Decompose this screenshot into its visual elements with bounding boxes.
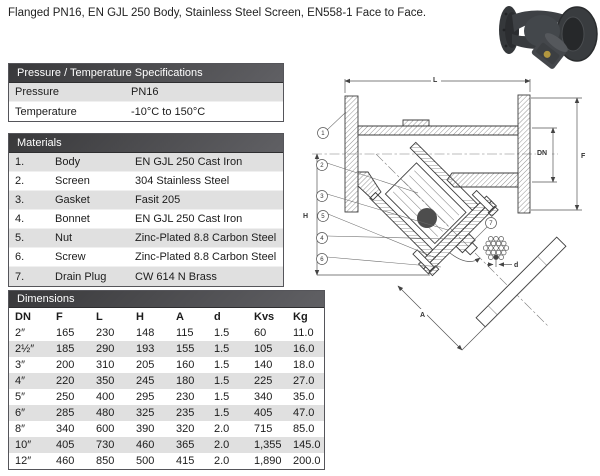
material-spec: 304 Stainless Steel xyxy=(135,175,230,187)
materials-table-title: Materials xyxy=(9,134,283,153)
col-header-a: A xyxy=(176,310,184,323)
callout-3: 3 xyxy=(320,194,324,201)
material-number: 2. xyxy=(15,175,25,187)
y-strainer-section-drawing xyxy=(300,60,600,476)
cell-l: 600 xyxy=(96,423,115,435)
cell-kg: 18.0 xyxy=(293,359,315,371)
cell-d: 2.0 xyxy=(214,423,230,435)
dimension-row xyxy=(9,389,324,405)
cell-l: 730 xyxy=(96,439,115,451)
spec-label: Temperature xyxy=(15,105,77,118)
right-flange xyxy=(518,95,530,213)
cell-kvs: 715 xyxy=(254,423,273,435)
material-part-name: Nut xyxy=(55,232,73,244)
drain-port-circle xyxy=(417,208,437,228)
cell-a: 235 xyxy=(176,407,195,419)
callout-4: 4 xyxy=(320,236,324,243)
callout-7: 7 xyxy=(489,221,493,228)
material-spec: EN GJL 250 Cast Iron xyxy=(135,156,243,168)
cell-d: 2.0 xyxy=(214,439,230,451)
spec-row xyxy=(9,83,283,102)
col-header-kvs: Kvs xyxy=(254,310,275,323)
cell-dn: 12″ xyxy=(15,455,32,467)
cell-kg: 35.0 xyxy=(293,391,315,403)
cell-h: 325 xyxy=(136,407,155,419)
cell-kg: 145.0 xyxy=(293,439,321,451)
cell-h: 500 xyxy=(136,455,155,467)
cell-kvs: 1,890 xyxy=(254,455,282,467)
material-row xyxy=(9,191,283,210)
cell-kg: 85.0 xyxy=(293,423,315,435)
cell-f: 460 xyxy=(56,455,75,467)
col-header-f: F xyxy=(56,310,63,323)
material-number: 3. xyxy=(15,194,25,206)
cell-l: 310 xyxy=(96,359,115,371)
material-part-name: Screw xyxy=(55,251,86,263)
material-number: 6. xyxy=(15,251,25,263)
cell-l: 480 xyxy=(96,407,115,419)
material-number: 5. xyxy=(15,232,25,244)
cell-f: 285 xyxy=(56,407,75,419)
cell-f: 340 xyxy=(56,423,75,435)
col-header-d: d xyxy=(214,310,221,323)
callout-1: 1 xyxy=(321,131,325,138)
callout-2: 2 xyxy=(320,163,324,170)
cell-l: 350 xyxy=(96,375,115,387)
spec-row xyxy=(9,102,283,121)
cell-kvs: 105 xyxy=(254,343,273,355)
material-part-name: Bonnet xyxy=(55,213,90,225)
material-spec: CW 614 N Brass xyxy=(135,270,217,283)
dim-label-F: F xyxy=(581,153,586,160)
cell-dn: 5″ xyxy=(15,391,26,403)
cell-l: 230 xyxy=(96,327,115,339)
dim-L xyxy=(345,74,530,93)
cell-a: 415 xyxy=(176,455,195,467)
cell-h: 295 xyxy=(136,391,155,403)
dim-label-d: d xyxy=(514,262,519,269)
cell-d: 1.5 xyxy=(214,327,230,339)
cell-a: 365 xyxy=(176,439,195,451)
col-header-kg: Kg xyxy=(293,310,308,323)
cell-d: 1.5 xyxy=(214,407,230,419)
dimensions-table-rows xyxy=(9,325,324,469)
cell-f: 165 xyxy=(56,327,75,339)
cell-d: 1.5 xyxy=(214,343,230,355)
material-part-name: Drain Plug xyxy=(55,270,107,283)
cell-h: 205 xyxy=(136,359,155,371)
dimension-row xyxy=(9,421,324,437)
top-boss xyxy=(403,120,429,126)
cell-f: 200 xyxy=(56,359,75,371)
cell-dn: 3″ xyxy=(15,359,26,371)
material-row xyxy=(9,229,283,248)
cell-f: 250 xyxy=(56,391,75,403)
material-spec: Zinc-Plated 8.8 Carbon Steel xyxy=(135,232,277,244)
dimension-row xyxy=(9,357,324,373)
dimensions-table xyxy=(8,290,325,470)
cell-kvs: 60 xyxy=(254,327,267,339)
left-flange xyxy=(345,96,358,212)
cell-l: 400 xyxy=(96,391,115,403)
col-header-h: H xyxy=(136,310,144,323)
cell-kvs: 405 xyxy=(254,407,273,419)
cell-kg: 11.0 xyxy=(293,327,314,339)
cell-d: 1.5 xyxy=(214,391,230,403)
material-row xyxy=(9,172,283,191)
dim-label-L: L xyxy=(433,77,438,84)
material-number: 7. xyxy=(15,270,25,283)
cell-a: 230 xyxy=(176,391,195,403)
cell-a: 115 xyxy=(176,327,194,339)
cell-f: 185 xyxy=(56,343,75,355)
intro-text: Flanged PN16, EN GJL 250 Body, Stainless Steel Screen, EN558-1 Face to Face. xyxy=(8,7,427,19)
dimension-row xyxy=(9,405,324,421)
cell-h: 390 xyxy=(136,423,155,435)
cell-f: 220 xyxy=(56,375,75,387)
material-row xyxy=(9,153,283,172)
cell-a: 160 xyxy=(176,359,195,371)
material-spec: Zinc-Plated 8.8 Carbon Steel xyxy=(135,251,277,263)
cell-dn: 10″ xyxy=(15,439,32,451)
material-spec: EN GJL 250 Cast Iron xyxy=(135,213,243,225)
material-row xyxy=(9,267,283,286)
mesh-detail xyxy=(483,237,508,260)
materials-table-rows xyxy=(9,153,283,286)
cell-kg: 16.0 xyxy=(293,343,315,355)
cell-a: 180 xyxy=(176,375,195,387)
cell-dn: 8″ xyxy=(15,423,26,435)
dimension-row xyxy=(9,325,324,341)
material-row xyxy=(9,210,283,229)
cell-kg: 200.0 xyxy=(293,455,321,467)
dim-label-A: A xyxy=(420,312,426,319)
dimension-row xyxy=(9,453,324,469)
dim-label-H: H xyxy=(303,213,309,220)
cell-h: 148 xyxy=(136,327,155,339)
col-header-dn: DN xyxy=(15,310,31,323)
material-number: 4. xyxy=(15,213,25,225)
materials-table xyxy=(8,133,284,287)
material-part-name: Gasket xyxy=(55,194,90,206)
cell-h: 193 xyxy=(136,343,155,355)
cell-dn: 2″ xyxy=(15,327,26,339)
cell-kg: 27.0 xyxy=(293,375,315,387)
cell-kg: 47.0 xyxy=(293,407,315,419)
cell-h: 460 xyxy=(136,439,155,451)
cell-d: 1.5 xyxy=(214,375,230,387)
cell-f: 405 xyxy=(56,439,75,451)
cell-d: 1.5 xyxy=(214,359,230,371)
spec-value: -10°C to 150°C xyxy=(131,105,206,118)
top-wall xyxy=(358,126,518,135)
callout-5: 5 xyxy=(321,214,325,221)
material-part-name: Screen xyxy=(55,175,90,187)
cell-dn: 4″ xyxy=(15,375,26,387)
cell-l: 850 xyxy=(96,455,115,467)
technical-drawing xyxy=(300,60,600,476)
dim-label-DN: DN xyxy=(537,150,548,157)
dim-DN xyxy=(532,128,557,182)
cell-d: 2.0 xyxy=(214,455,230,467)
dimensions-table-title: Dimensions xyxy=(9,291,324,308)
cell-dn: 6″ xyxy=(15,407,26,419)
spec-table xyxy=(8,63,284,122)
spec-table-title: Pressure / Temperature Specifications xyxy=(9,64,283,83)
material-row xyxy=(9,248,283,267)
spec-value: PN16 xyxy=(131,86,159,98)
col-header-l: L xyxy=(96,310,103,323)
cell-dn: 2½″ xyxy=(15,343,35,355)
cell-kvs: 225 xyxy=(254,375,273,387)
cell-a: 320 xyxy=(176,423,195,435)
mesh-pointer-arrow xyxy=(450,253,480,262)
cell-kvs: 1,355 xyxy=(254,439,282,451)
cell-h: 245 xyxy=(136,375,155,387)
material-number: 1. xyxy=(15,156,25,168)
dimension-row xyxy=(9,437,324,453)
spec-table-rows xyxy=(9,83,283,121)
cell-a: 155 xyxy=(176,343,195,355)
dimension-row xyxy=(9,373,324,389)
material-part-name: Body xyxy=(55,156,81,168)
material-spec: Fasit 205 xyxy=(135,194,181,206)
callout-6: 6 xyxy=(320,257,324,264)
cell-l: 290 xyxy=(96,343,115,355)
dimension-row xyxy=(9,341,324,357)
spec-label: Pressure xyxy=(15,86,60,98)
dimensions-header-row xyxy=(9,308,324,325)
cell-kvs: 140 xyxy=(254,359,273,371)
cell-kvs: 340 xyxy=(254,391,273,403)
